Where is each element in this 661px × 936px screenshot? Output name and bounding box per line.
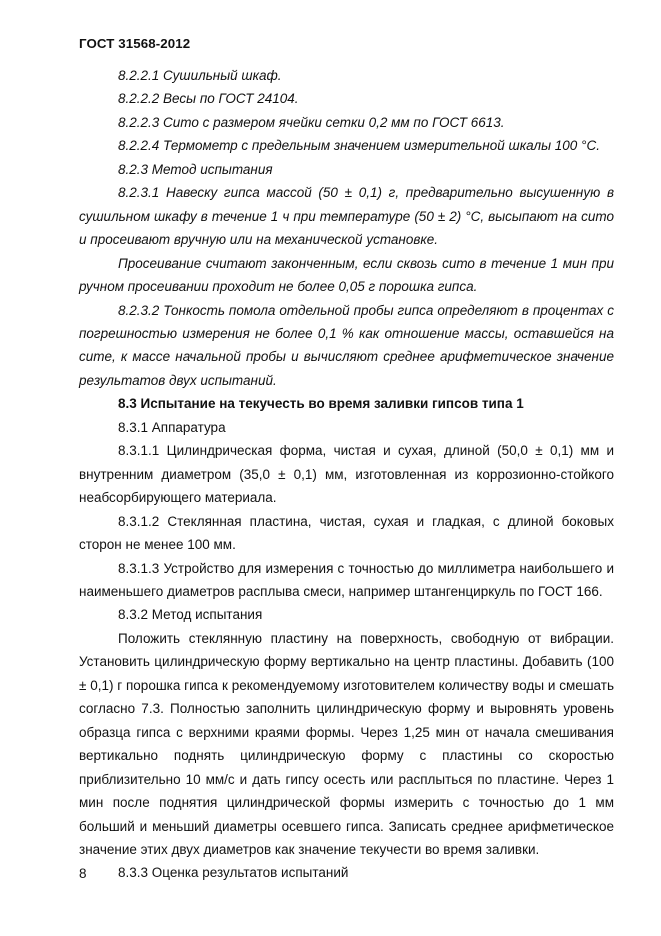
method-paragraph: Положить стеклянную пластину на поверхность, свободную от вибрации. Установить цилиндрическую форму вертикально на центр пластины. Добавить (100 ± 0,1) г порошка гипса к рекомендуемому изготовителем количеству воды и смешать согласно 7.3. Полностью заполнить цилиндрическую форму и выровнять уровень образца гипса с верхними краями формы. Через 1,25 мин от начала смешивания вертикально поднять цилиндрическую форму с пластины со скоростью приблизительно 10 мм/с и дать гипсу осесть или расплыться по пластине. Через 1 мин после поднятия цилиндрической формы измерить с точностью до 1 мм больший и меньший диаметры осевшего гипса. Записать среднее арифметическое значение этих двух диаметров как значение текучести во время заливки. bbox=[79, 630, 614, 857]
clause-8-2-3-1: 8.2.3.1 Навеску гипса массой (50 ± 0,1) г, предварительно высушенную в сушильном шкафу в течение 1 ч при температуре (50 ± 2) °С, высыпают на сито и просеивают вручную или на механической установке. bbox=[79, 185, 614, 248]
clause-8-3-3: 8.3.3 Оценка результатов испытаний bbox=[118, 865, 349, 881]
document-body bbox=[79, 64, 614, 885]
clause-8-2-2-1: 8.2.2.1 Сушильный шкаф. bbox=[118, 68, 282, 83]
clause-8-2-2-4: 8.2.2.4 Термометр с предельным значением измерительной шкалы 100 °С. bbox=[118, 138, 600, 154]
clause-8-3-1-2: 8.3.1.2 Стеклянная пластина, чистая, сухая и гладкая, с длиной боковых сторон не менее 100 мм. bbox=[79, 513, 614, 553]
clause-8-2-3: 8.2.3 Метод испытания bbox=[118, 161, 273, 177]
clause-8-3-1-1: 8.3.1.1 Цилиндрическая форма, чистая и сухая, длиной (50,0 ± 0,1) мм и внутренним диаметром (35,0 ± 0,1) мм, изготовленная из коррозионно-стойкого неабсорбирующего материала. bbox=[79, 443, 614, 506]
page-number: 8 bbox=[79, 866, 87, 881]
clause-8-2-3-2: 8.2.3.2 Тонкость помола отдельной пробы гипса определяют в процентах с погрешностью измерения не более 0,1 % как отношение массы, оставшейся на сите, к массе начальной пробы и вычисляют среднее арифметическое значение результатов двух испытаний. bbox=[79, 302, 614, 388]
section-8-3-heading: 8.3 Испытание на текучесть во время заливки гипсов типа 1 bbox=[118, 396, 524, 412]
clause-8-2-2-3: 8.2.2.3 Сито с размером ячейки сетки 0,2 мм по ГОСТ 6613. bbox=[118, 114, 505, 130]
clause-8-3-2: 8.3.2 Метод испытания bbox=[118, 607, 263, 623]
sieving-paragraph: Просеивание считают законченным, если сквозь сито в течение 1 мин при ручном просеивании проходит не более 0,05 г порошка гипса. bbox=[79, 255, 614, 295]
clause-8-2-2-2: 8.2.2.2 Весы по ГОСТ 24104. bbox=[118, 91, 299, 107]
document-header: ГОСТ 31568-2012 bbox=[79, 36, 191, 51]
clause-8-3-1-3: 8.3.1.3 Устройство для измерения с точностью до миллиметра наибольшего и наименьшего диаметров расплыва смеси, например штангенциркуль по ГОСТ 166. bbox=[79, 560, 614, 599]
clause-8-3-1: 8.3.1 Аппаратура bbox=[118, 419, 226, 435]
